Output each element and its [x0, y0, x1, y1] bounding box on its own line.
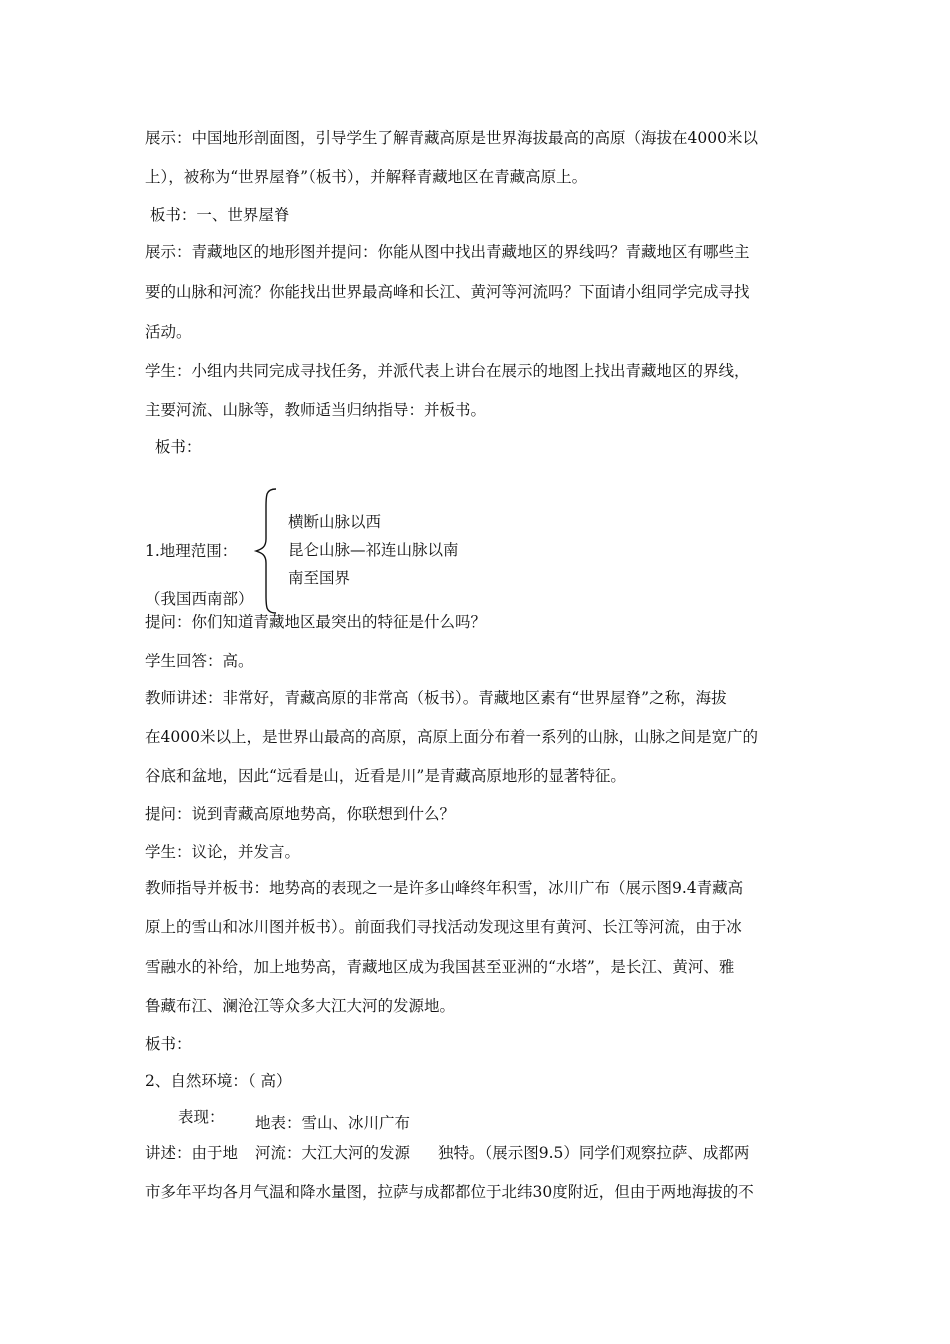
text-line: 市多年平均各月气温和降水量图，拉萨与成都都位于北纬30度附近，但由于两地海拔的不	[145, 1183, 754, 1201]
env-label: 表现：	[178, 1108, 225, 1126]
text-line: 要的山脉和河流？你能找出世界最高峰和长江、黄河等河流吗？下面请小组同学完成寻找	[145, 283, 750, 301]
scope-sublabel: （我国西南部）	[145, 590, 254, 608]
text-line: 鲁藏布江、澜沧江等众多大江大河的发源地。	[145, 997, 456, 1015]
scope-item: 南至国界	[288, 569, 351, 587]
text-line: 提问：说到青藏高原地势高，你联想到什么？	[145, 805, 456, 823]
board-label: 板书：	[145, 438, 202, 456]
board-heading: 板书：一、世界屋脊	[145, 206, 290, 224]
text-line: 雪融水的补给，加上地势高，青藏地区成为我国甚至亚洲的“水塔”，是长江、黄河、雅	[145, 958, 735, 976]
env-item: 地表：雪山、冰川广布	[255, 1114, 411, 1132]
text-line: 提问：你们知道青藏地区最突出的特征是什么吗？	[145, 613, 487, 631]
env-item: 河流：大江大河的发源	[255, 1144, 411, 1162]
text-line: 展示：青藏地区的地形图并提问：你能从图中找出青藏地区的界线吗？青藏地区有哪些主	[145, 243, 750, 261]
text-line: 在4000米以上，是世界山最高的高原，高原上面分布着一系列的山脉，山脉之间是宽广的	[145, 728, 758, 746]
text-line: 谷底和盆地，因此“远看是山，近看是川”是青藏高原地形的显著特征。	[145, 767, 626, 785]
text-line: 学生：小组内共同完成寻找任务，并派代表上讲台在展示的地图上找出青藏地区的界线，	[145, 362, 750, 380]
text-line: 原上的雪山和冰川图并板书）。前面我们寻找活动发现这里有黄河、长江等河流，由于冰	[145, 918, 742, 936]
text-line: 学生：议论，并发言。	[145, 843, 301, 861]
board-label: 板书：	[145, 1035, 192, 1053]
text-line: 教师讲述：非常好，青藏高原的非常高（板书）。青藏地区素有“世界屋脊”之称，海拔	[145, 689, 727, 707]
curly-brace-icon	[252, 487, 282, 615]
text-line: 上），被称为“世界屋脊”（板书），并解释青藏地区在青藏高原上。	[145, 168, 588, 186]
text-line: 主要河流、山脉等，教师适当归纳指导：并板书。	[145, 401, 487, 419]
scope-item: 横断山脉以西	[288, 513, 382, 531]
board-heading: 2、自然环境：（ 高）	[145, 1072, 292, 1090]
text-line: 活动。	[145, 323, 192, 341]
text-line: 教师指导并板书：地势高的表现之一是许多山峰终年积雪，冰川广布（展示图9.4青藏高	[145, 879, 744, 897]
text-line: 学生回答：高。	[145, 652, 254, 670]
text-line: 讲述：由于地	[145, 1144, 239, 1162]
text-line: 独特。（展示图9.5）同学们观察拉萨、成都两	[438, 1144, 750, 1162]
scope-label: 1.地理范围：	[145, 542, 238, 560]
text-line: 展示：中国地形剖面图，引导学生了解青藏高原是世界海拔最高的高原（海拔在4000米以	[145, 129, 758, 147]
scope-item: 昆仑山脉—祁连山脉以南	[288, 541, 459, 559]
